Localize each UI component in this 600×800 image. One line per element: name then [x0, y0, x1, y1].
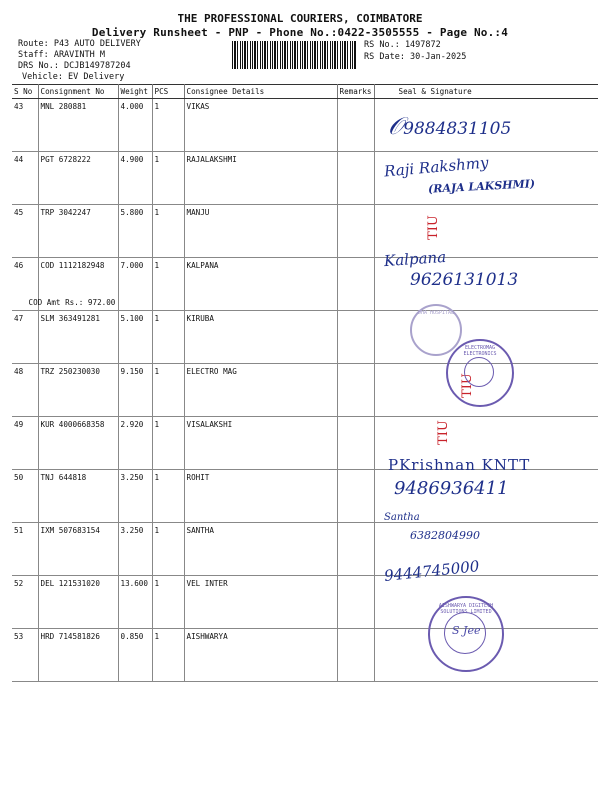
pcs-cell: 1 — [152, 417, 184, 470]
signature-43: 𝒪9884831105 — [388, 112, 512, 140]
tiu-mark: TIU — [425, 215, 441, 240]
weight-cell: 4.900 — [118, 152, 152, 205]
remarks-cell — [337, 629, 374, 682]
vehicle-label: Vehicle: EV Delivery — [22, 72, 125, 82]
remarks-cell — [337, 99, 374, 152]
signature-46-phone: 9626131013 — [410, 270, 519, 290]
consignee-cell: MANJU — [184, 205, 337, 258]
consignment-cell: MNL 280881 — [38, 99, 118, 152]
signature-52: 9444745000 — [383, 557, 481, 585]
weight-cell: 3.250 — [118, 523, 152, 576]
remarks-cell — [337, 576, 374, 629]
route-label: Route: P43 AUTO DELIVERY — [18, 39, 141, 49]
pcs-cell: 1 — [152, 258, 184, 311]
pcs-cell: 1 — [152, 470, 184, 523]
weight-cell: 5.800 — [118, 205, 152, 258]
weight-cell: 13.600 — [118, 576, 152, 629]
consignee-cell: ELECTRO MAG — [184, 364, 337, 417]
pcs-cell: 1 — [152, 311, 184, 364]
pcs-cell: 1 — [152, 629, 184, 682]
consignment-cell: DEL 121531020 — [38, 576, 118, 629]
table-header-row — [12, 85, 598, 99]
signature-51-phone: 6382804990 — [410, 529, 480, 542]
consignment-value: COD 1112182948 — [40, 261, 105, 270]
consignee-cell: ROHIT — [184, 470, 337, 523]
col-consignee: Consignee Details — [184, 85, 337, 99]
col-weight: Weight — [118, 85, 152, 99]
table-row — [12, 205, 598, 258]
signature-46-name: Kalpana — [383, 247, 447, 271]
runsheet-subtitle: Delivery Runsheet - PNP - Phone No.:0422-3505555 - Page No.:4 — [91, 26, 509, 39]
consignment-cell: TRZ 250230030 — [38, 364, 118, 417]
pcs-cell: 1 — [152, 99, 184, 152]
pcs-cell: 1 — [152, 523, 184, 576]
remarks-cell — [337, 152, 374, 205]
pcs-cell: 1 — [152, 576, 184, 629]
sno-cell: 48 — [12, 364, 38, 417]
barcode — [232, 41, 356, 69]
signature-scribble-icon: 𝒪 — [388, 112, 404, 140]
weight-cell: 4.000 — [118, 99, 152, 152]
consignment-cell: IXM 507683154 — [38, 523, 118, 576]
signature-50-phone: 9486936411 — [394, 478, 509, 499]
electromag-stamp-text: ELECTROMAG ELECTRONICS — [463, 345, 497, 357]
staff-label: Staff: ARAVINTH M — [18, 50, 105, 60]
consignment-cell: SLM 363491281 — [38, 311, 118, 364]
tiu-mark: TIU — [459, 373, 475, 398]
remarks-cell — [337, 523, 374, 576]
consignee-cell: KALPANA — [184, 258, 337, 311]
consignment-cell: TRP 3042247 — [38, 205, 118, 258]
consignee-cell: RAJALAKSHMI — [184, 152, 337, 205]
remarks-cell — [337, 417, 374, 470]
weight-cell: 5.100 — [118, 311, 152, 364]
signature-51-name: Santha — [384, 512, 420, 523]
consignment-cell: TNJ 644818 — [38, 470, 118, 523]
consignment-cell: PGT 6728222 — [38, 152, 118, 205]
col-remarks: Remarks — [337, 85, 374, 99]
rs-date: RS Date: 30-Jan-2025 — [364, 52, 467, 62]
hospital-stamp-text: DHA HOSPITAL — [417, 310, 455, 316]
signature-53: S Jee — [452, 624, 481, 637]
sno-cell: 51 — [12, 523, 38, 576]
weight-cell: 7.000 — [118, 258, 152, 311]
weight-cell: 2.920 — [118, 417, 152, 470]
tiu-mark: TIU — [435, 420, 451, 445]
company-title: THE PROFESSIONAL COURIERS, COIMBATORE — [177, 12, 423, 25]
aishwarya-stamp — [428, 596, 504, 672]
table-row — [12, 470, 598, 523]
sno-cell: 45 — [12, 205, 38, 258]
sno-cell: 44 — [12, 152, 38, 205]
sno-cell: 47 — [12, 311, 38, 364]
consignee-cell: KIRUBA — [184, 311, 337, 364]
sno-cell: 49 — [12, 417, 38, 470]
remarks-cell — [337, 364, 374, 417]
consignment-cell: KUR 4000668358 — [38, 417, 118, 470]
aishwarya-stamp-text: AISHWARYA DIGITECH SOLUTIONS LIMITED — [438, 603, 494, 615]
weight-cell: 3.250 — [118, 470, 152, 523]
electromag-stamp — [446, 339, 514, 407]
sno-cell: 50 — [12, 470, 38, 523]
col-consignment: Consignment No — [38, 85, 118, 99]
pcs-cell: 1 — [152, 364, 184, 417]
consignee-cell: VIKAS — [184, 99, 337, 152]
weight-cell: 9.150 — [118, 364, 152, 417]
consignee-cell: VEL INTER — [184, 576, 337, 629]
remarks-cell — [337, 258, 374, 311]
signature-44-name: Raji Rakshmy — [383, 153, 490, 181]
remarks-cell — [337, 205, 374, 258]
cod-amount: COD Amt Rs.: 972.00 — [28, 298, 116, 307]
remarks-cell — [337, 311, 374, 364]
col-sno: S No — [12, 85, 38, 99]
table-row — [12, 523, 598, 576]
remarks-cell — [337, 470, 374, 523]
table-row — [12, 576, 598, 629]
consignee-cell: SANTHA — [184, 523, 337, 576]
signature-44-print: (RAJA LAKSHMI) — [427, 177, 536, 196]
consignee-cell: VISALAKSHI — [184, 417, 337, 470]
table-row — [12, 629, 598, 682]
sno-cell: 52 — [12, 576, 38, 629]
consignee-cell: AISHWARYA — [184, 629, 337, 682]
col-seal-signature: Seal & Signature — [374, 85, 598, 99]
consignment-cell — [28, 258, 118, 311]
sno-cell: 46 — [12, 258, 38, 311]
sno-cell: 43 — [12, 99, 38, 152]
rs-number: RS No.: 1497872 — [364, 40, 441, 50]
pcs-cell: 1 — [152, 205, 184, 258]
sno-cell: 53 — [12, 629, 38, 682]
pcs-cell: 1 — [152, 152, 184, 205]
drs-number: DRS No.: DCJB149787204 — [18, 61, 131, 71]
col-pcs: PCS — [152, 85, 184, 99]
weight-cell: 0.850 — [118, 629, 152, 682]
signature-50-name: PKrishnan KNTT — [388, 456, 531, 474]
consignment-cell: HRD 714581826 — [38, 629, 118, 682]
